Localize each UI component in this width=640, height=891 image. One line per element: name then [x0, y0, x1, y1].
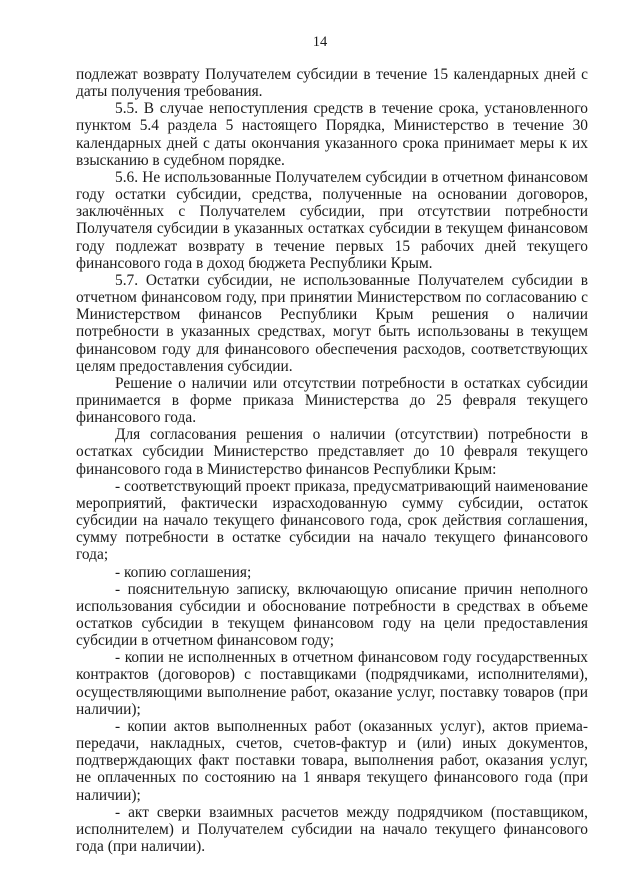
paragraph-5-7: 5.7. Остатки субсидии, не использованные Получателем субсидии в отчетном финансовом году, при принятии Министерством по согласованию с Министерством финансов Республики Крым решения о наличии потребности в указанных средствах, могут быть использованы в текущем финансовом году для финансового обеспечения расходов, соответствующих целям предоставления субсидии. [76, 271, 588, 375]
paragraph-approval-intro: Для согласования решения о наличии (отсутствии) потребности в остатках субсидии Министерство представляет до 10 февраля текущего финансового года в Министерство финансов Республики Крым: [76, 426, 588, 478]
paragraph-5-6: 5.6. Не использованные Получателем субсидии в отчетном финансовом году остатки субсидии, средства, полученные на основании договоров, заключённых с Получателем субсидии, при отсутствии потребности Получателя субсидии в указанных остатках субсидии в текущем финансовом году подлежат возврату в течение первых 15 рабочих дней текущего финансового года в доход бюджета Республики Крым. [76, 168, 588, 272]
list-item-reconciliation-act: - акт сверки взаимных расчетов между подрядчиком (поставщиком, исполнителем) и Получателем субсидии на начало текущего финансового года (при наличии). [76, 803, 588, 856]
list-item-explanatory-note: - пояснительную записку, включающую описание причин неполного использования субсидии и обоснование потребности в средствах в объеме остатков субсидии в текущем финансовом году на цели предоставления субсидии в отчетном финансовом году; [76, 580, 588, 650]
list-item-acceptance-acts: - копии актов выполненных работ (оказанных услуг), актов приема-передачи, накладных, счетов, счетов-фактур и (или) иных документов, подтверждающих факт поставки товара, выполнения работ, оказания услуг, не оплаченных по состоянию на 1 января текущего финансового года (при наличии); [76, 717, 588, 804]
list-item-agreement-copy: - копию соглашения; [115, 563, 252, 581]
page-number: 14 [312, 34, 328, 50]
paragraph-return-continuation: подлежат возврату Получателем субсидии в течение 15 календарных дней с даты получения требования. [76, 66, 588, 101]
list-item-contract-copies: - копии не исполненных в отчетном финансовом году государственных контрактов (договоров) с поставщиками (подрядчиками, исполнителями), осуществляющими выполнение работ, оказание услуг, поставку товаров (при наличии); [76, 649, 588, 718]
paragraph-decision: Решение о наличии или отсутствии потребности в остатках субсидии принимается в форме приказа Министерства до 25 февраля текущего финансового года. [76, 374, 588, 427]
list-item-draft-order: - соответствующий проект приказа, предусматривающий наименование мероприятий, фактически израсходованную сумму субсидии, остаток субсидии на начало текущего финансового года, срок действия соглашения, сумму потребности в остатке субсидии на начало текущего финансового года; [76, 477, 588, 564]
document-body [76, 66, 588, 855]
paragraph-5-5: 5.5. В случае непоступления средств в течение срока, установленного пунктом 5.4 раздела 5 настоящего Порядка, Министерство в течение 30 календарных дней с даты окончания указанного срока принимает меры к их взысканию в судебном порядке. [76, 100, 588, 169]
